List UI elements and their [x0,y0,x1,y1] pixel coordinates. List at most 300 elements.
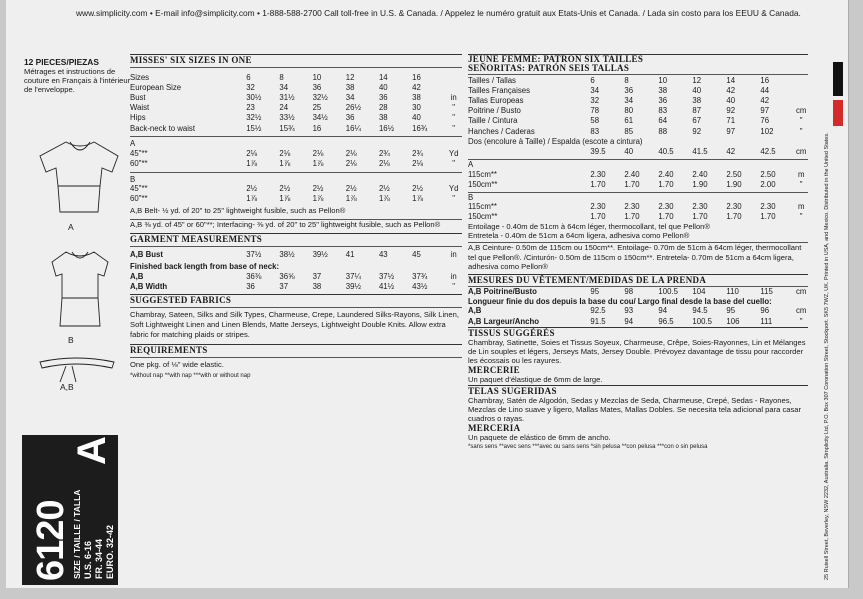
cell-value: 2.50 [726,169,742,179]
cell-value: 2½ [312,184,324,194]
cell-value: 42 [726,85,736,95]
unit-label: " [452,113,456,123]
cell-value: 41 [345,250,355,260]
table-row [130,148,462,158]
cell-value: 78 [590,106,600,116]
cell-value: 34 [345,92,355,102]
cell-value: 1⅞ [279,194,291,204]
cell-value: 104 [692,287,706,297]
cell-value: 6 [246,72,251,82]
cell-value: 38 [312,281,322,291]
cell-value: 61 [624,116,634,126]
cell-value: 14 [378,72,388,82]
cell-value: 80 [624,106,634,116]
cell-value: 1.90 [692,180,708,190]
cell-value: 2¾ [412,148,423,158]
cell-value: 91.5 [590,316,606,326]
cell-value: 24 [279,103,289,113]
technical-drawings [26,130,136,400]
cell-value: 37½ [378,271,395,281]
view-label-a: A [68,222,74,232]
table-row [130,82,462,92]
cell-value: 39.5 [590,146,606,156]
row-label: Bust [130,92,146,102]
cell-value: 2.30 [590,169,606,179]
mesures-title: MESURES DU VÊTEMENT/MEDIDAS DE LA PRENDA [468,274,707,285]
unit-label [445,72,462,82]
cell-value: 12 [345,72,355,82]
cell-value: 31½ [279,92,295,102]
row-label: A,B Width [130,281,168,291]
table-row [468,169,808,179]
size-letter: A [70,436,114,465]
merceria-title: MERCERIA [468,423,521,434]
view-label-ab: A,B [60,382,74,392]
cell-value: 36 [378,92,388,102]
table-row [130,103,462,113]
table-row [130,184,462,194]
table-row [468,212,808,222]
belt-text: A,B Belt- ½ yd. of 20" to 25" lightweight fusible, such as Pellon® [130,205,346,215]
cell-value: 2.00 [760,180,776,190]
dress-b-drawing [52,252,108,326]
size-range-euro: EURO. 32-42 [105,524,115,579]
cell-value: 2.40 [658,169,674,179]
row-label: Taille / Cintura [468,116,518,126]
cell-value: 106 [726,316,740,326]
view-label-b: B [68,335,74,345]
cell-value: 45 [412,250,421,260]
table-row [468,306,808,316]
jeune-femme-title: JEUNE FEMME: PATRON SIX TAILLES [468,54,644,64]
cell-value: 25 [312,103,322,113]
cell-value: 36 [658,95,668,105]
cell-value: 98 [624,287,634,297]
cell-value: 102 [760,126,774,136]
cell-value: 32½ [312,92,328,102]
table-row [468,75,808,85]
cell-value: 1⅞ [312,194,324,204]
pattern-envelope-back [6,0,849,588]
cell-value: 2.40 [692,169,708,179]
row-label: 60"** [130,194,148,204]
cell-value: 2⅛ [312,148,324,158]
cell-value: 38 [378,113,388,123]
unit-label [794,85,808,95]
table-row [130,250,462,260]
cell-value: 37 [312,271,322,281]
cell-value: 6 [590,75,595,85]
cell-value: 41.5 [692,146,708,156]
cell-value: 32 [590,95,600,105]
tissus-text: Chambray, Satinette, Soies et Tissus Soyeux, Charmeuse, Crêpe, Soies-Rayonnes, Lin et Mélanges de Lin souples et légers, Jerseys Mats, Jersey Double. Prévoyez davantage de tissu pour raccorder les écossais ou les rayures. [468,338,806,366]
mercerie-title: MERCERIE [468,365,520,376]
cell-value: 15½ [246,123,262,133]
row-label: 45"** [130,184,148,194]
cell-value: 111 [760,316,773,326]
cell-value: 1⅞ [412,194,423,204]
interfacing-text: A,B ⅜ yd. of 45" or 60"**; Interfacing- ⅜ yd. of 20" to 25" lightweight fusible, such as Pellon® [130,219,441,229]
view-b-label: B [130,174,136,184]
cell-value: 64 [658,116,668,126]
cell-value: 36 [345,113,355,123]
cell-value: 100.5 [658,287,678,297]
french-spanish-column [468,54,808,450]
cell-value: 88 [658,126,668,136]
cell-value: 2½ [246,184,258,194]
publisher-address: 25 Ruisell Street, Beverley, NSW 2232, Australia. Simplicity Ltd, P.O. Box 307 Coronation Street, Stockport. SK5 7WZ, UK. Printed in USA, and Mexico. Distributed in the United States. [824,132,830,580]
cell-value: 1.70 [590,212,606,222]
cell-value: 38 [345,82,355,92]
cell-value: 1⅞ [246,158,258,168]
cell-value: 2½ [412,184,423,194]
cell-value: 30½ [246,92,262,102]
unit-label: " [799,316,803,326]
cell-value: 30 [412,103,421,113]
cell-value: 37¼ [345,271,361,281]
nap-footnote: *without nap **with nap ***with or without nap [130,373,251,380]
cell-value: 12 [692,75,702,85]
row-label: Tallas Europeas [468,95,524,105]
table-row [130,281,462,291]
finished-length-label: Finished back length from base of neck: [130,262,280,272]
cell-value: 40 [412,113,421,123]
row-label: 45"** [130,148,148,158]
cell-value: 2½ [378,184,390,194]
cell-value: 94 [658,306,668,316]
cell-value: 1.70 [658,212,674,222]
side-info [24,58,134,94]
row-label: A,B Bust [130,250,163,260]
table-row [468,180,808,190]
table-row [468,316,808,326]
cell-value: 39½ [312,250,328,260]
table-row [130,271,462,281]
cell-value: 10 [658,75,668,85]
cell-value: 36 [312,82,322,92]
table-row [468,287,808,297]
cell-value: 42.5 [760,146,776,156]
unit-label [794,95,808,105]
cell-value: 1.70 [726,212,742,222]
cell-value: 8 [279,72,284,82]
cell-value: 2.30 [726,202,742,212]
cell-value: 96 [760,306,770,316]
unit-label: in [450,271,457,281]
fabrics-text: Chambray, Sateen, Silks and Silk Types, Charmeuse, Crepe, Laundered Silks-Rayons, Silk Linen, Soft Lightweight Linen and Linen Blends, Matte Jerseys, Lightweight Double Knits. Allow extra fabric for matching plaids or stripes. [130,310,459,340]
unit-label: cm [795,306,807,316]
garment-bust-table [130,250,462,260]
row-label: European Size [130,82,182,92]
row-label: 115cm** [468,202,497,212]
table-row [130,92,462,102]
cell-value: 2⅛ [246,148,258,158]
cell-value: 2⅛ [412,158,423,168]
cell-value: 67 [692,116,702,126]
table-row [130,123,462,133]
cell-value: 33½ [279,113,295,123]
table-row [468,106,808,116]
cell-value: 1.90 [726,180,742,190]
dress-a-drawing [40,142,118,212]
cell-value: 36⅜ [246,271,262,281]
cell-value: 2.30 [692,202,708,212]
cell-value: 40 [692,85,702,95]
cell-value: 96.5 [658,316,674,326]
garment-measurements-title: GARMENT MEASUREMENTS [130,233,263,244]
longueur-label: Longueur finie du dos depuis la base du cou/ Largo final desde la base del cuello: [468,296,772,306]
cell-value: 34 [624,95,634,105]
cell-value: 94.5 [692,306,708,316]
cell-value: 2.30 [760,202,776,212]
table-row [468,116,808,126]
cell-value: 1.70 [760,212,776,222]
cell-value: 42 [760,95,770,105]
senoritas-title: SEÑORITAS: PATRÓN SEIS TALLAS [468,63,630,73]
r-view-b-label: B [468,192,474,202]
row-label: Tailles / Tallas [468,75,516,85]
cell-value: 42 [726,146,736,156]
cell-value: 28 [378,103,388,113]
cell-value: 2.50 [760,169,776,179]
cell-value: 38½ [279,250,295,260]
table-row [130,113,462,123]
mercerie-text: Un paquet d'élastique de 6mm de large. [468,375,603,385]
cell-value: 2½ [345,184,357,194]
suggested-fabrics-title: SUGGESTED FABRICS [130,295,232,306]
cell-value: 94 [624,316,634,326]
finished-length-table [130,271,462,291]
row-label: 60"** [130,158,148,168]
telas-title: TELAS SUGERIDAS [468,386,557,397]
black-marker [833,62,843,96]
pattern-number: 6120 [30,500,72,581]
table-row [468,146,808,156]
cell-value: 93 [624,306,634,316]
cell-value: 16 [760,75,770,85]
telas-text: Chambray, Satén de Algodón, Sedas y Mezclas de Seda, Charmeuse, Crepé, Sedas - Rayones, Mezclas de Lino suave y ligero, Mallas Mates, Mallas Dobles. Se necesita tela adicional para casar cuadros o rayas. [468,396,802,424]
cell-value: 2⅛ [279,148,291,158]
cell-value: 71 [726,116,736,126]
misses-title: MISSES' SIX SIZES IN ONE [130,55,252,65]
unit-label: cm [795,146,807,156]
row-label: 115cm** [468,169,497,179]
cell-value: 34 [590,85,600,95]
cell-value: 1.70 [624,212,640,222]
unit-label: " [799,180,803,190]
cell-value: 37 [279,281,289,291]
size-range-us: U.S. 6-16 [83,540,93,579]
sens-footnote: *sans sens **avec sens ***avec ou sans sens *sin pelusa **con pelusa ***con o sin pelusa [468,444,708,451]
cell-value: 38 [658,85,668,95]
cell-value: 1⅞ [246,194,258,204]
cell-value: 38 [692,95,702,105]
unit-label: " [452,158,456,168]
cell-value: 44 [760,85,770,95]
cell-value: 83 [590,126,600,136]
requirements-text: One pkg. of ⅛" wide elastic. [130,360,224,370]
unit-label: " [452,281,456,291]
cell-value: 92.5 [590,306,606,316]
cell-value: 40 [726,95,736,105]
mesures-poitrine-table [468,287,808,297]
cell-value: 39½ [345,281,361,291]
red-marker [833,100,843,126]
cell-value: 83 [658,106,668,116]
cell-value: 15¾ [279,123,295,133]
cell-value: 23 [246,103,255,113]
cell-value: 40.5 [658,146,674,156]
unit-label: cm [795,106,807,116]
row-label: Sizes [130,72,150,82]
row-label: Tailles Françaises [468,85,530,95]
unit-label: m [797,202,805,212]
cell-value: 16 [412,72,421,82]
table-row [130,194,462,204]
cell-value: 1.70 [658,180,674,190]
cell-value: 1⅞ [279,158,291,168]
view-a-label: A [130,139,136,149]
metrage-a-table [468,169,808,189]
unit-label: in [450,250,457,260]
table-row [130,72,462,82]
unit-label: in [450,92,457,102]
cell-value: 97 [760,106,770,116]
unit-label [794,75,808,85]
cell-value: 16½ [378,123,395,133]
yardage-a-table [130,148,462,168]
unit-label: cm [795,287,807,297]
cell-value: 1⅞ [345,194,357,204]
dos-table [468,146,808,156]
cell-value: 2⅛ [345,148,357,158]
english-column [130,54,462,379]
pieces-count: 12 PIECES/PIEZAS [24,57,99,67]
belt-drawing [40,358,114,382]
cell-value: 40 [624,146,634,156]
row-label [468,146,590,156]
row-label: Hanches / Caderas [468,126,535,136]
cell-value: 95 [590,287,600,297]
row-label: Poitrine / Busto [468,106,521,116]
cell-value: 2.30 [658,202,674,212]
tissus-title: TISSUS SUGGÉRÉS [468,328,555,339]
cell-value: 1⅞ [312,158,324,168]
cell-value: 76 [760,116,770,126]
cell-value: 1.70 [624,180,640,190]
unit-label: " [452,123,456,133]
table-row [130,158,462,168]
row-label: A,B Largeur/Ancho [468,316,540,326]
size-label: SIZE / TAILLE / TALLA [72,489,82,579]
cell-value: 100.5 [692,316,712,326]
unit-label: " [799,212,803,222]
r-view-a-label: A [468,160,474,170]
row-label: Back-neck to waist [130,123,195,133]
unit-label: " [452,103,456,113]
cell-value: 42 [412,82,421,92]
cell-value: 16¼ [345,123,361,133]
cell-value: 16 [312,123,322,133]
cell-value: 36 [246,281,255,291]
cell-value: 2.30 [590,202,606,212]
unit-label: m [797,169,805,179]
cell-value: 26½ [345,103,361,113]
row-label: A,B [468,306,482,316]
cell-value: 16¾ [412,123,428,133]
unit-label: Yd [448,148,459,158]
cell-value: 40 [378,82,388,92]
row-label: 150cm** [468,212,498,222]
row-label: Waist [130,103,150,113]
cell-value: 37¾ [412,271,428,281]
yardage-b-table [130,184,462,204]
cell-value: 43 [378,250,388,260]
size-range-fr: FR. 34-44 [94,538,104,579]
cell-value: 1.70 [692,212,708,222]
body-measurement-table [130,72,462,133]
cell-value: 10 [312,72,322,82]
entoilage-text: Entoilage - 0.40m de 51cm à 64cm léger, thermocollant, tel que Pellon® [468,222,710,232]
unit-label: " [799,116,803,126]
cell-value: 32 [246,82,255,92]
ceinture-text: A,B Ceinture- 0.50m de 115cm ou 150cm**. Entoilage- 0.70m de 51cm à 64cm léger, thermocollant tel que Pellon®. /Cinturón- 0.50m de 115cm o 150cm**. Entretela- 0.70m de 51cm a 64cm ligera, adhesiva como Pellon® [468,243,802,272]
cell-value: 1.70 [590,180,606,190]
cell-value: 2.40 [624,169,640,179]
row-label: A,B [130,271,144,281]
cell-value: 34½ [312,113,328,123]
cell-value: 32½ [246,113,262,123]
cell-value: 43½ [412,281,428,291]
cell-value: 36 [624,85,634,95]
merceria-text: Un paquete de elástico de 6mm de ancho. [468,433,611,443]
cell-value: 8 [624,75,629,85]
unit-label: " [799,126,803,136]
row-label: 150cm** [468,180,498,190]
cell-value: 2⅛ [345,158,357,168]
cell-value: 97 [726,126,736,136]
cell-value: 14 [726,75,736,85]
cell-value: 87 [692,106,702,116]
dos-label: Dos (encolure à Taille) / Espalda (escote a cintura) [468,137,643,147]
cell-value: 58 [590,116,600,126]
cell-value: 115 [760,287,773,297]
unit-label: Yd [448,184,459,194]
table-row [468,85,808,95]
cell-value: 110 [726,287,739,297]
cell-value: 92 [692,126,702,136]
entretela-text: Entretela - 0.40m de 51cm a 64cm ligera, adhesiva como Pellon® [468,231,690,241]
table-row [468,202,808,212]
requirements-title: REQUIREMENTS [130,345,208,356]
table-row [468,95,808,105]
french-note: Métrages et instructions de couture en Français à l'intérieur de l'enveloppe. [24,67,131,94]
row-label: Hips [130,113,146,123]
cell-value: 92 [726,106,736,116]
metrage-b-table [468,202,808,222]
longueur-table [468,306,808,326]
cell-value: 2½ [279,184,291,194]
cell-value: 41½ [378,281,395,291]
cell-value: 95 [726,306,736,316]
cell-value: 2.30 [624,202,640,212]
unit-label [445,82,462,92]
unit-label: " [452,194,456,204]
row-label: A,B Poitrine/Busto [468,287,537,297]
cell-value: 85 [624,126,634,136]
contact-line: www.simplicity.com • E-mail info@simplicity.com • 1-888-588-2700 Call toll-free in U.S. & Canada. / Appelez le numéro gratuit aux Etats-Unis et Canada. / Lada sin costo para los EEUU & Canada. [76,8,801,18]
cell-value: 34 [279,82,289,92]
